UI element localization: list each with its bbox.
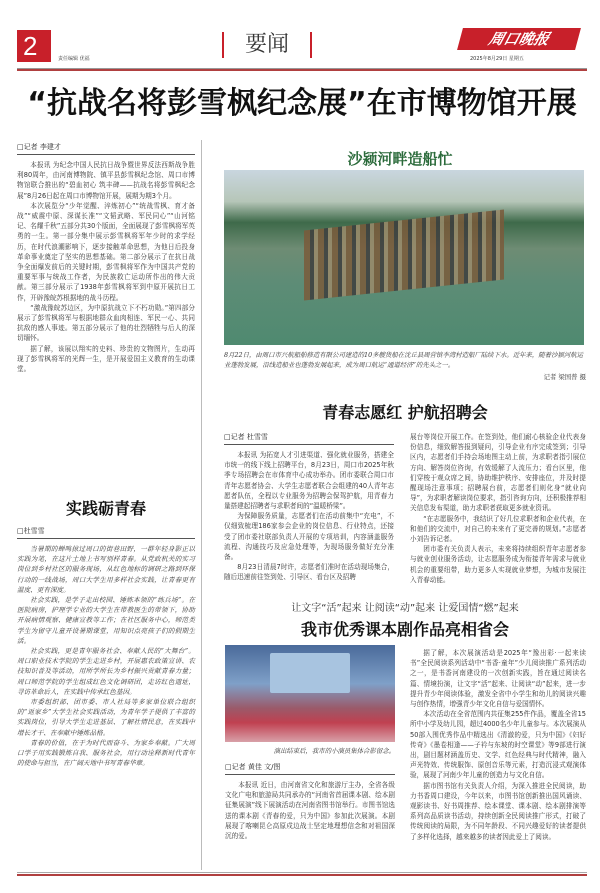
paragraph: “在志愿服务中，我结识了好几位求职者和企业代表，在和他们的交流中，对自己的未来有了更完善的规划。”志愿者小刘告诉记者。 [410,514,586,544]
paragraph: 团市委有关负责人表示，未来将持续组织青年志愿者参与就业创业服务活动，让志愿服务成为衔接青年需求与就业机会的重要纽带，助力更多人实现就业梦想，为城市发展注入青春动能。 [410,545,586,584]
byline: □记者 黄佳 文/图 [225,762,395,775]
drama-subtitle: 让文字“活”起来 让阅读“动”起来 让爱国情“燃”起来 [291,603,519,614]
drama-article-col2 [410,648,586,863]
issue-date: 2025年8月29日 星期五 [470,56,524,62]
paragraph: “激战豫皖苏边区，为中原抗战立下不朽功勋。”第四部分展示了彭雪枫将军与根据地群众血肉相连、军民一心、共同抗敌的感人事迹。第五部分展示了他的壮烈牺牲与后人的深切缅怀。 [17,303,195,343]
paragraph: 市委组织部、团市委、市人社局等多家单位联合组织的“返家乡”大学生社会实践活动，为青年学子提供了丰富的实践岗位，引导大学生走进基层、了解社情民意，在实践中增长才干、在奉献中锤炼品格。 [17,698,195,737]
lead-headline: “抗战名将彭雪枫纪念展”在市博物馆开展 [27,86,577,121]
lead-article [17,142,195,477]
column-divider [201,140,202,870]
photo-credit: 记者 梁国普 摄 [543,373,586,381]
editor-credit: 责任编辑 优福 [58,56,90,62]
drama-photo [225,645,395,742]
byline: □记者 李建才 [17,142,195,155]
byline: □杜雪雪 [17,526,195,539]
paragraph: 社会实践，更是青年服务社会、奉献人民的“大舞台”。周口职业技术学院的学生走进乡村，开展惠农政策宣讲、农技知识普及等活动，用所学所长为乡村振兴贡献青春力量；周口师范学院的学生组成红色文化调研团，走访红色遗址，寻访革命后人，在实践中传承红色基因。 [17,647,195,696]
paragraph: 据了解，该展以翔实的史料、珍贵的文物图片，生动再现了彭雪枫将军的光辉一生，是开展爱国主义教育的生动课堂。 [17,344,195,374]
drama-title: 我市优秀课本剧作品亮相省会 [300,620,509,639]
paragraph: 8月23日清晨7时许，志愿者们准时在活动现场集合，随后迅速前往签到处、引导区、看台区及招聘 [224,563,394,582]
paragraph: 本报讯 为纪念中国人民抗日战争暨世界反法西斯战争胜利80周年，由河南博物院、镇平县彭雪枫纪念馆、周口市博物馆联合推出的“碧血初心 筑丰碑——抗战名将彭雪枫纪念展”8月26日起在周口市博物馆开展，展期为期3个月。 [17,161,195,200]
shipyard-title: 沙颍河畔造船忙 [347,150,453,168]
shipyard-photo [224,170,584,345]
newspaper-logo: 周口晚报 [457,28,581,50]
practice-article [17,526,195,869]
drama-article-col1 [225,762,395,862]
paragraph: 青春的价值，在于为时代而奋斗、为家乡奉献。广大周口学子用实践锻炼自我、服务社会，用行动诠释新时代青年的使命与担当，在广阔天地中书写青春华章。 [17,738,195,768]
ships-shape [304,209,504,300]
paragraph: 本报讯 为拓宽人才引进渠道、强化就业服务，搭建全市统一的线下线上招聘平台，8月23日，周口市2025年秋季专场招聘会在市体育中心成功举办。团市委联合周口市青年志愿者协会、大学生志愿者联合会组建的40人青年志愿者队伍，全程以专业服务为招聘会保驾护航，用青春力量搭建起招聘者与求职者间的“温暖桥梁”。 [224,451,394,511]
paragraph: 社会实践，是学子走出校园、锤炼本领的“练兵场”。在医院病房，护理学专业的大学生在带教医生的带领下，协助开展病情观察、健康宣教等工作；在社区服务中心，师范类学生为留守儿童开设暑期课堂，用知识点亮孩子们的假期生活。 [17,596,195,645]
byline: □记者 杜雪雪 [224,432,394,445]
volunteer-article-col2 [410,432,586,584]
shipyard-caption: 8月22日，由周口市兴航船舶修造有限公司建造的10多艘货船在沈丘县周营镇李湾村造船厂陆续下水。近年来，随着沙颍河航运业蓬勃发展，沿线造船业也蓬勃发展起来，成为周口航运“通道经济”的先头之一。 [224,351,584,369]
practice-title: 实践砺青春 [65,499,146,518]
paragraph: 本次活动在全省范围内共征集255件作品，覆盖全省15所中小学及幼儿园，超过4000名少年儿童参与。本次展演从50部入围优秀作品中精选出《清澈的爱，只为中国》《妇好传奇》《墨卷相逢——子衿与东坡的时空课堂》等9部进行演出，剧目题材涵盖历史、文学、红色经典与时代精神，融入声光特效、传统服饰、原创音乐等元素，打造沉浸式观演体验，展现了河南少年儿童的创造力与文化自信。 [410,710,586,780]
paragraph: 据了解，本次展演活动是2025年“豫出彩·一起来读书”全民阅读系列活动中“书香·童年”少儿阅读推广系列活动之一，是书香河南建设的一次创新实践，旨在通过阅读名篇、情境扮演，让文字“活”起来、让阅读“动”起来，进一步提升青少年阅读体验，激发全省中小学生和幼儿的阅读兴趣与创作热情，增强青少年文化自信与爱国情怀。 [410,649,586,709]
section-label: 要闻 [222,32,312,58]
paragraph: 据市图书馆有关负责人介绍，为深入推进全民阅读，助力书香周口建设，今年以来，市图书馆创新推出国风诵读、观影读书、好书周推荐、绘本课堂、课本剧、绘本剧排演等系列高品质读书活动，持续创新全民阅读推广形式，打破了传统阅读的局限，为不同年龄段、不同兴趣爱好的读者提供了多样化选择，越来越多的读者因此爱上了阅读。 [410,781,586,841]
stage-screen [270,653,350,693]
volunteer-title: 青春志愿红 护航招聘会 [322,403,488,422]
paragraph: 为保障服务质量，志愿者们在活动前集中“充电”，不仅细致梳理186家参会企业的岗位信息、行业特点，还接受了团市委社联部负责人开展的专项培训，内容涵盖服务流程、沟通技巧及应急处理等，为现场服务做好充分准备。 [224,512,394,562]
volunteer-article-col1 [224,432,394,582]
page-number: 2 [17,30,51,62]
drama-caption: 演出结束后，我市的小演员集体合影留念。 [273,747,395,755]
header-rule [17,68,587,71]
paragraph: 本次展览分“少年觉醒、淬炼初心”“统战雪枫、育才备战”“威震中原、深谋长准”“文韬武略、军民同心”“山河铭记、名耀千秋”五部分共30个版面，全面展现了彭雪枫将军英勇的一生。第一部分集中展示彭雪枫将军年少时的求学经历，在时代浪潮影响下，逐步接触革命思想，为他日后投身革命事业奠定了坚实的思想基础。第二部分展示了在抗日战争全面爆发前后的关键时期，彭雪枫将军作为中国共产党的重要军事与统战工作者，为民族救亡运动所作出的伟大贡献。第三部分展示了1938年彭雪枫将军到中原开展抗日工作，开辟豫皖苏根据地的战斗历程。 [17,201,195,302]
paragraph: 展台等岗位开展工作。在签到处，他们耐心核验企业代表身份信息，细致解答报到疑问，引导企业有序完成签到；引导区内，志愿者们手持会场地图主动上前，为求职者指引展位方向、解答岗位咨询，有效缓解了人流压力；看台区里，他们穿梭于观众席之间，协助维护秩序、安排座位，并及时提醒现场注意事项；招聘展台前，志愿者们则化身“就业向导”，为求职者解读岗位要求，指引咨询方向，还积极推荐相关信息发布渠道，助力求职者获取更多就业资讯。 [410,433,586,513]
paragraph: 本报讯 近日，由河南省文化和旅游厅主办，全省各级文化广电和旅游局共同承办的“河南省首届课本剧、绘本剧征集展演”线下展演活动在河南省图书馆举行。市图书馆选送的课本剧《青春的爱，只为中国》参加此次展演。本剧展现了喀喇昆仑高原戍边战士坚定地理想信念和对祖国深沉的爱。 [225,781,395,841]
paragraph: 当暑期的蝉鸣掠过周口的街巷田野，一群年轻身影正以实践为笔，在这片土地上书写别样青春。从党政机关的实习岗位到乡村社区的服务现场，从红色地标的调研之路到环保行动的一线战场，周口大学生用多样社会实践，让青春更有温度、更有深度。 [17,545,195,594]
footer-rule [17,872,587,876]
